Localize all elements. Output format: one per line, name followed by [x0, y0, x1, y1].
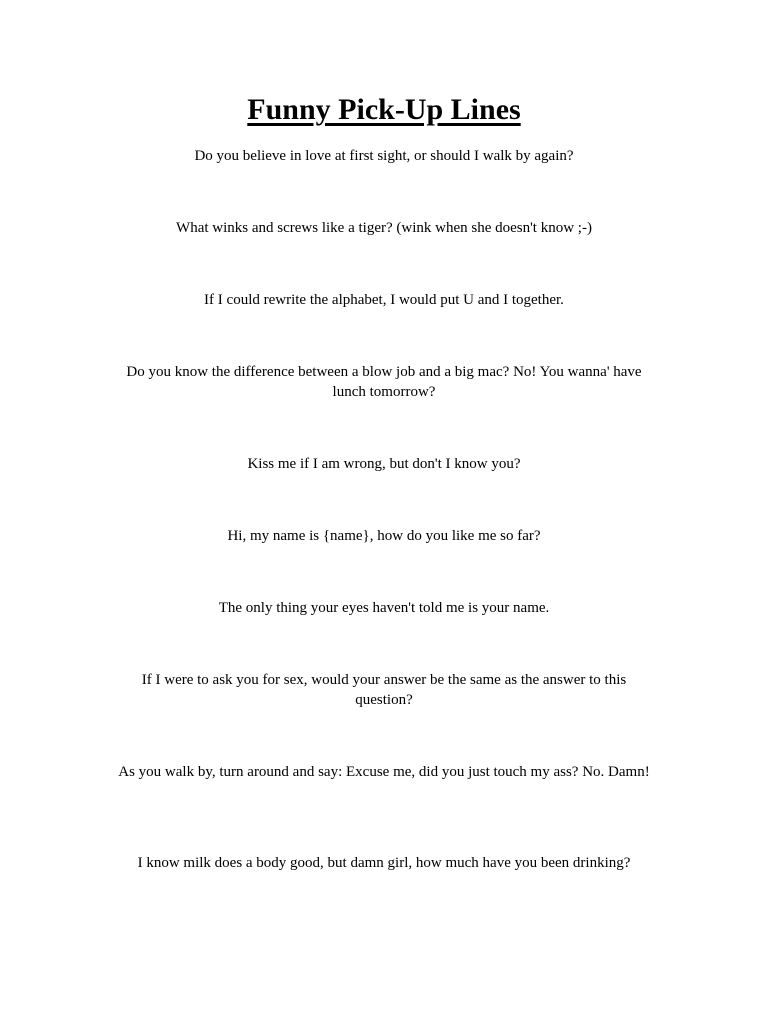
pickup-line-6: Hi, my name is {name}, how do you like me so far? — [227, 528, 541, 544]
pickup-line-3: If I could rewrite the alphabet, I would put U and I together. — [204, 292, 564, 308]
page-title: Funny Pick-Up Lines — [247, 93, 521, 126]
pickup-line-9: As you walk by, turn around and say: Excuse me, did you just touch my ass? No. Damn! — [118, 764, 650, 780]
pickup-line-5: Kiss me if I am wrong, but don't I know you? — [247, 456, 521, 472]
pickup-line-1: Do you believe in love at first sight, or should I walk by again? — [194, 148, 574, 164]
pickup-line-8: If I were to ask you for sex, would your answer be the same as the answer to this question? — [141, 672, 627, 708]
pickup-line-7: The only thing your eyes haven't told me is your name. — [218, 600, 550, 616]
pickup-line-2: What winks and screws like a tiger? (wink when she doesn't know ;-) — [176, 220, 592, 236]
pickup-line-10: I know milk does a body good, but damn girl, how much have you been drinking? — [137, 855, 631, 871]
pickup-line-4: Do you know the difference between a blow job and a big mac? No! You wanna' have lunch tomorrow? — [126, 364, 642, 400]
